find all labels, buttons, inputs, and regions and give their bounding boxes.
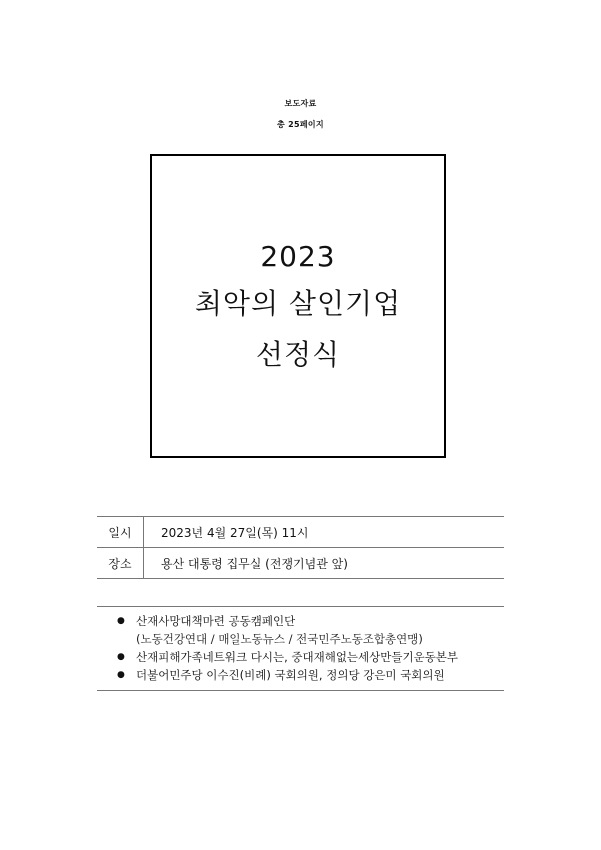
title-year: 2023 xyxy=(260,240,336,273)
organizer-text: 산재사망대책마련 공동캠페인단 xyxy=(136,614,296,628)
organizers-top-rule xyxy=(97,606,504,607)
organizer-item xyxy=(97,666,504,684)
title-main: 최악의 살인기업 xyxy=(194,287,402,320)
organizers-list xyxy=(97,612,504,684)
page-count-label: 총 25페이지 xyxy=(277,120,324,129)
info-label-datetime: 일시 xyxy=(97,517,144,548)
info-value-datetime: 2023년 4월 27일(목) 11시 xyxy=(144,517,505,548)
bullet-icon: ● xyxy=(117,616,125,626)
event-info-table xyxy=(97,516,504,579)
organizer-subtext: (노동건강연대 / 매일노동뉴스 / 전국민주노동조합총연맹) xyxy=(136,632,423,646)
organizers-bottom-rule xyxy=(97,690,504,691)
organizer-item xyxy=(97,648,504,666)
info-value-location: 용산 대통령 집무실 (전쟁기념관 앞) xyxy=(144,548,505,579)
organizer-text: 더불어민주당 이수진(비례) 국회의원, 정의당 강은미 국회의원 xyxy=(136,668,445,682)
bullet-icon: ● xyxy=(117,652,125,662)
bullet-icon: ● xyxy=(117,670,125,680)
organizer-item xyxy=(97,612,504,630)
info-row-datetime xyxy=(97,517,504,548)
organizer-text: 산재피해가족네트워크 다시는, 중대재해없는세상만들기운동본부 xyxy=(136,650,459,664)
document-type-label: 보도자료 xyxy=(284,99,317,108)
info-row-location xyxy=(97,548,504,579)
info-label-location: 장소 xyxy=(97,548,144,579)
title-sub: 선정식 xyxy=(255,338,341,371)
title-box xyxy=(150,154,446,458)
